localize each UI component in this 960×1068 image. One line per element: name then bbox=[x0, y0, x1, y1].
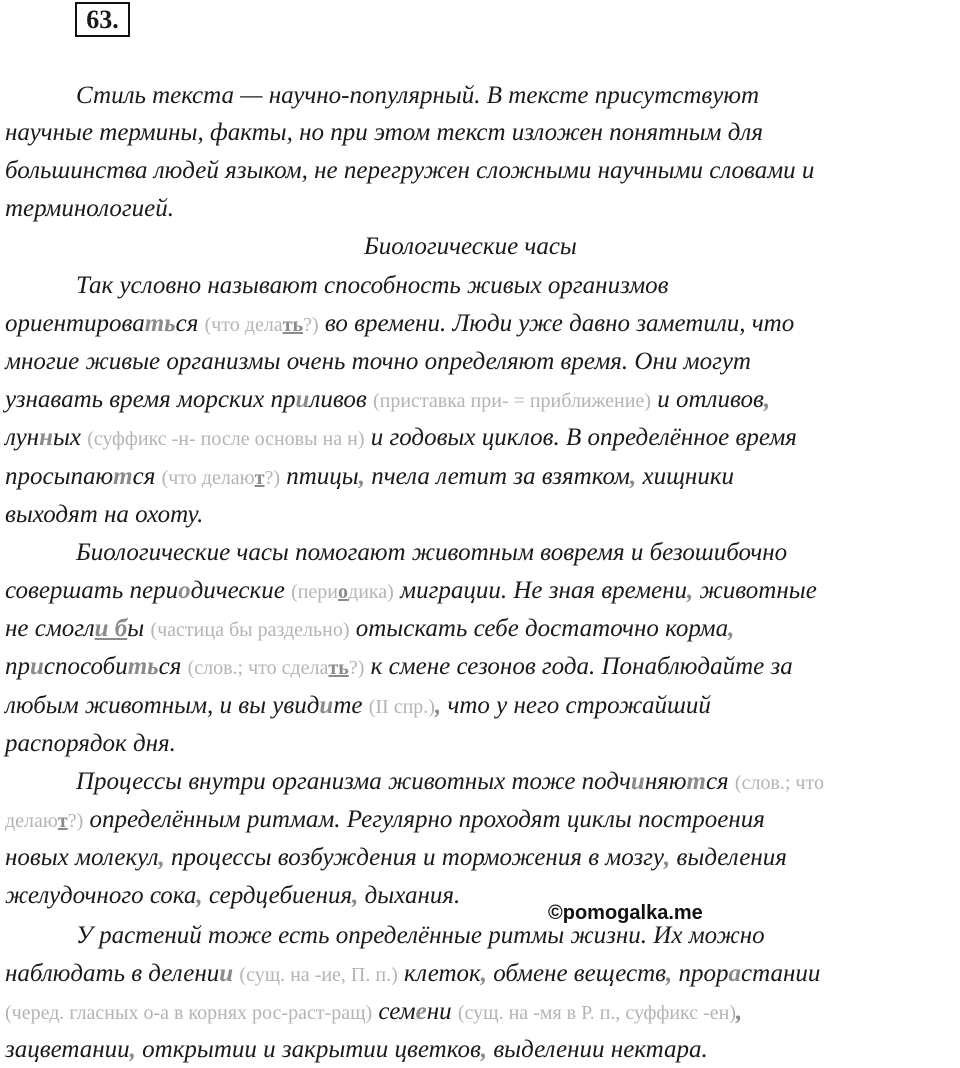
text-line: любым животным, и вы увидите (II спр.), что у него строжайший bbox=[5, 692, 711, 719]
text-line: зацветании, открытии и закрытии цветков, выделении нектара. bbox=[5, 1036, 708, 1063]
text-line: просыпаются (что делают?) птицы, пчела летит за взятком, хищники bbox=[5, 463, 735, 490]
note: (сущ. на -ие, П. п.) bbox=[239, 964, 398, 986]
note: (слов.; что сделать?) bbox=[187, 657, 365, 679]
word-part: во времени. Люди уже давно заметили, что bbox=[324, 310, 795, 337]
text-line: многие живые организмы очень точно определяют время. Они могут bbox=[5, 348, 751, 375]
highlight: н bbox=[39, 424, 53, 451]
highlight: о bbox=[178, 577, 191, 604]
note: (частица бы раздельно) bbox=[150, 619, 350, 641]
highlight: и bbox=[295, 386, 310, 413]
text-line: научные термины, факты, но при этом текст изложен понятным для bbox=[5, 119, 763, 146]
text-line: распорядок дня. bbox=[5, 730, 176, 757]
note: (черед. гласных о-а в корнях рос-раст-ращ) bbox=[5, 1002, 373, 1024]
highlight: и bbox=[630, 768, 645, 795]
highlight: и bbox=[319, 692, 334, 719]
text-line: (черед. гласных о-а в корнях рос-раст-ращ) семени (сущ. на -мя в Р. п., суффикс -ен), bbox=[5, 998, 743, 1025]
note: (II спр.) bbox=[368, 696, 435, 718]
text-line: делают?) определённым ритмам. Регулярно проходят циклы построения bbox=[5, 806, 765, 833]
text-line: желудочного сока, сердцебиения, дыхания. bbox=[5, 882, 461, 909]
text-line: терминологией. bbox=[5, 195, 174, 222]
text-line bbox=[5, 308, 794, 341]
note: (суффикс -н- после основы на н) bbox=[87, 428, 365, 450]
note: (сущ. на -мя в Р. п., суффикс -ен) bbox=[457, 1002, 737, 1024]
text-line: Стиль текста — научно-популярный. В тексте присутствуют bbox=[76, 82, 760, 109]
note: (приставка при- = приближение) bbox=[372, 390, 651, 412]
highlight: и bbox=[30, 653, 44, 680]
comma-highlight: , bbox=[763, 386, 771, 413]
highlight: е bbox=[415, 998, 427, 1025]
text-line: лунных (суффикс -н- после основы на н) и годовых циклов. В определённое время bbox=[5, 424, 797, 451]
word-part: ориентирова bbox=[5, 310, 145, 337]
text-title: Биологические часы bbox=[364, 233, 577, 260]
highlight: ть bbox=[144, 310, 176, 337]
note: делают?) bbox=[5, 810, 84, 832]
note: (что делать?) bbox=[204, 314, 319, 336]
highlight: т bbox=[113, 463, 133, 490]
note: (периодика) bbox=[291, 581, 394, 603]
text-line: У растений тоже есть определённые ритмы жизни. Их можно bbox=[76, 922, 765, 949]
note: (что делают?) bbox=[161, 467, 280, 489]
highlight: и bbox=[219, 960, 234, 987]
text-line: наблюдать в делении (сущ. на -ие, П. п.) клеток, обмене веществ, прорастании bbox=[5, 960, 821, 987]
word-part: ся bbox=[175, 310, 199, 337]
highlight: и б bbox=[94, 615, 128, 642]
text-line: Так условно называют способность живых организмов bbox=[76, 272, 669, 299]
text-line: Процессы внутри организма животных тоже подчиняются (слов.; что bbox=[76, 768, 824, 795]
text-line: приспособиться (слов.; что сделать?) к смене сезонов года. Понаблюдайте за bbox=[5, 653, 793, 680]
task-number-box: 63. bbox=[75, 2, 130, 37]
text-line: узнавать время морских приливов (приставка при- = приближение) и отливов, bbox=[5, 386, 771, 413]
text-line: новых молекул, процессы возбуждения и торможения в мозгу, выделения bbox=[5, 844, 787, 871]
text-line: совершать периодические (периодика) миграции. Не зная времени, животные bbox=[5, 577, 817, 604]
text-line: не смогли бы (частица бы раздельно) отыскать себе достаточно корма, bbox=[5, 615, 735, 642]
text-line: Биологические часы помогают животным вовремя и безошибочно bbox=[76, 539, 788, 566]
watermark: ©pomogalka.me bbox=[548, 902, 703, 924]
text-line: большинства людей языком, не перегружен сложными научными словами и bbox=[5, 157, 815, 184]
note: (слов.; что bbox=[734, 772, 824, 794]
text-line: выходят на охоту. bbox=[5, 501, 204, 528]
